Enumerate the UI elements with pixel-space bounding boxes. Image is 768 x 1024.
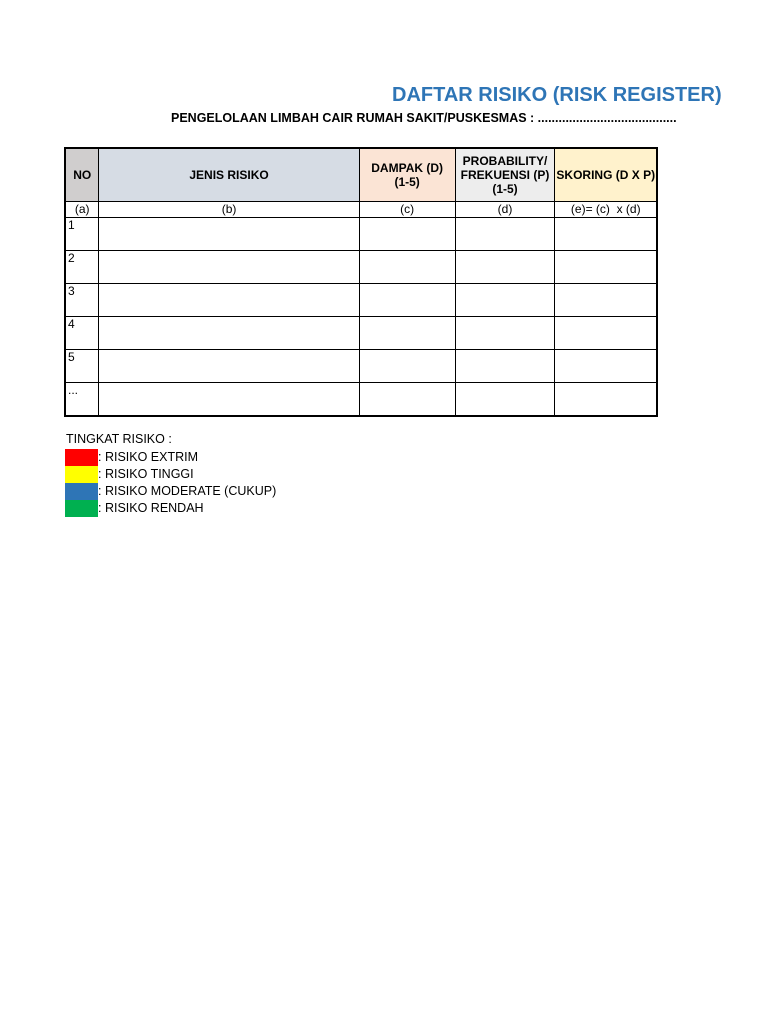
cell-jenis-risiko[interactable]: [99, 251, 359, 284]
cell-dampak[interactable]: [359, 218, 455, 251]
row-number: 3: [65, 284, 99, 317]
table-row: [65, 350, 657, 383]
cell-skoring[interactable]: [555, 350, 657, 383]
risk-register-table: [64, 147, 658, 417]
cell-dampak[interactable]: [359, 284, 455, 317]
column-letter-row: [65, 202, 657, 218]
cell-probability[interactable]: [455, 350, 555, 383]
legend-swatch-green: [65, 500, 98, 517]
cell-jenis-risiko[interactable]: [99, 383, 359, 417]
letter-b: (b): [99, 202, 359, 218]
table-row: [65, 251, 657, 284]
legend-label: : RISIKO RENDAH: [98, 501, 204, 515]
cell-probability[interactable]: [455, 251, 555, 284]
legend-title: TINGKAT RISIKO :: [66, 432, 172, 446]
header-no: NO: [65, 148, 99, 202]
cell-jenis-risiko[interactable]: [99, 218, 359, 251]
table-header-row: [65, 148, 657, 202]
cell-dampak[interactable]: [359, 350, 455, 383]
row-number: ...: [65, 383, 99, 417]
row-number: 2: [65, 251, 99, 284]
cell-skoring[interactable]: [555, 251, 657, 284]
row-number: 5: [65, 350, 99, 383]
legend-label: : RISIKO TINGGI: [98, 467, 194, 481]
table-row: [65, 317, 657, 350]
page-title: DAFTAR RISIKO (RISK REGISTER): [392, 84, 722, 106]
cell-probability[interactable]: [455, 218, 555, 251]
letter-d: (d): [455, 202, 555, 218]
table-row: [65, 218, 657, 251]
legend-swatch-red: [65, 449, 98, 466]
table-row: [65, 284, 657, 317]
cell-dampak[interactable]: [359, 383, 455, 417]
letter-e: (e)= (c) x (d): [555, 202, 657, 218]
legend-swatch-blue: [65, 483, 98, 500]
cell-dampak[interactable]: [359, 317, 455, 350]
header-skoring: SKORING (D X P): [555, 148, 657, 202]
cell-skoring[interactable]: [555, 383, 657, 417]
cell-probability[interactable]: [455, 383, 555, 417]
cell-skoring[interactable]: [555, 284, 657, 317]
row-number: 1: [65, 218, 99, 251]
header-jenis-risiko: JENIS RISIKO: [99, 148, 359, 202]
cell-jenis-risiko[interactable]: [99, 284, 359, 317]
table-row: [65, 383, 657, 417]
cell-skoring[interactable]: [555, 317, 657, 350]
cell-probability[interactable]: [455, 317, 555, 350]
cell-skoring[interactable]: [555, 218, 657, 251]
cell-jenis-risiko[interactable]: [99, 317, 359, 350]
cell-jenis-risiko[interactable]: [99, 350, 359, 383]
cell-probability[interactable]: [455, 284, 555, 317]
legend-label: : RISIKO MODERATE (CUKUP): [98, 484, 277, 498]
row-number: 4: [65, 317, 99, 350]
header-dampak: DAMPAK (D) (1-5): [359, 148, 455, 202]
header-probability: PROBABILITY/ FREKUENSI (P) (1-5): [455, 148, 555, 202]
page-subtitle: PENGELOLAAN LIMBAH CAIR RUMAH SAKIT/PUSKESMAS : ........................................: [171, 111, 677, 125]
letter-a: (a): [65, 202, 99, 218]
legend-swatch-yellow: [65, 466, 98, 483]
letter-c: (c): [359, 202, 455, 218]
cell-dampak[interactable]: [359, 251, 455, 284]
legend-label: : RISIKO EXTRIM: [98, 450, 199, 464]
